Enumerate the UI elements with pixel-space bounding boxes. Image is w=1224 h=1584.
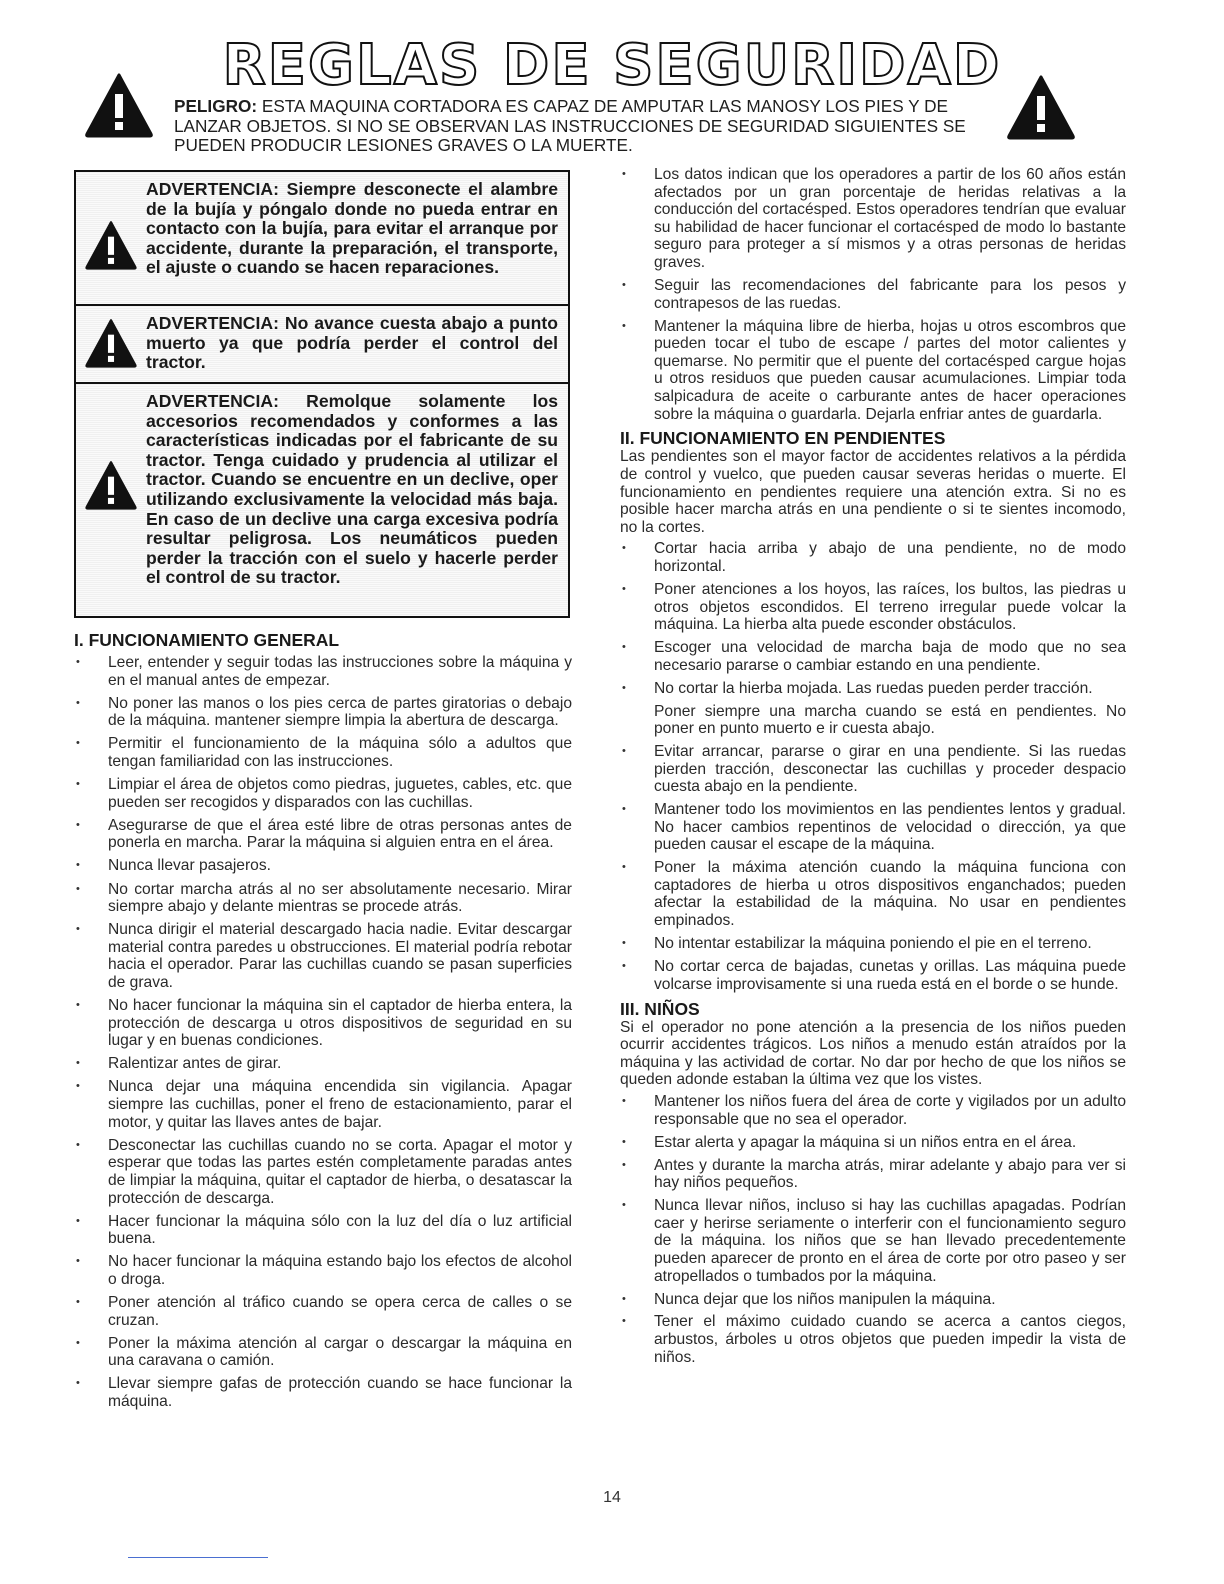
list-item: • Evitar arrancar, pararse o girar en una pendiente. Si las ruedas pierden tracción, desconectar las cuchillas y proceder despacio cuesta abajo en la pendiente. bbox=[620, 743, 1126, 796]
warning-section bbox=[76, 172, 568, 306]
warning-triangle-icon bbox=[1006, 74, 1076, 140]
list-item: • Poner atenciones a los hoyos, las raíces, los bultos, las piedras u otros objetos escondidos. El terreno irregular puede volcar la máquina. La hierba alta puede esconder obstáculos. bbox=[620, 581, 1126, 634]
section-intro: Si el operador no pone atención a la presencia de los niños pueden ocurrir accidentes trágicos. Los niños a menudo están atraídos por la máquina y las actividad de cortar. No dar por hecho de que los niños se queden adonde estaban la última vez que los vistes. bbox=[620, 1018, 1126, 1089]
list-item: • Nunca llevar pasajeros. bbox=[74, 857, 572, 875]
warning-section bbox=[76, 384, 568, 616]
list-item: • Seguir las recomendaciones del fabricante para los pesos y contrapesos de las ruedas. bbox=[620, 277, 1126, 312]
warning-triangle-icon bbox=[84, 318, 138, 368]
list-item: • Llevar siempre gafas de protección cuando se hace funcionar la máquina. bbox=[74, 1375, 572, 1410]
section-heading: III. NIÑOS bbox=[620, 998, 700, 1019]
list-item: • Leer, entender y seguir todas las instrucciones sobre la máquina y en el manual antes de empezar. bbox=[74, 654, 572, 689]
list-item: • Nunca dejar una máquina encendida sin vigilancia. Apagar siempre las cuchillas, poner el freno de estacionamiento, parar el motor, y quitar las llaves antes de bajar. bbox=[74, 1078, 572, 1131]
list-item: • No intentar estabilizar la máquina poniendo el pie en el terreno. bbox=[620, 935, 1126, 953]
page-title: REGLAS DE SEGURIDAD bbox=[222, 33, 1002, 98]
list-item: • No hacer funcionar la máquina sin el captador de hierba entera, la protección de descarga u otros dispositivos de seguridad en su lugar y en buenas condiciones. bbox=[74, 997, 572, 1050]
warning-triangle-icon bbox=[84, 220, 138, 270]
slopes-list bbox=[620, 540, 1126, 697]
left-column bbox=[74, 170, 572, 1416]
page-number: 14 bbox=[603, 1489, 621, 1506]
list-item: • Ralentizar antes de girar. bbox=[74, 1055, 572, 1073]
danger-notice bbox=[174, 97, 1004, 156]
list-item: • Estar alerta y apagar la máquina si un niños entra en el área. bbox=[620, 1134, 1126, 1152]
children-list bbox=[620, 1093, 1126, 1366]
warning-section bbox=[76, 306, 568, 384]
list-item: • Poner la máxima atención cuando la máquina funciona con captadores de hierba u otros dispositivos enganchados; pueden afectar la estabilidad de la máquina. No usar en pendientes empinados. bbox=[620, 859, 1126, 929]
list-item: • Nunca dejar que los niños manipulen la máquina. bbox=[620, 1291, 1126, 1309]
section-intro: Las pendientes son el mayor factor de accidentes relativos a la pérdida de control y vuelco, que pueden causar severas heridas o muerte. El funcionamiento en pendientes requiere una atención extra. Si no es posible hacer marcha atrás en una pendiente o si te sientes incomodo, no la cortes. bbox=[620, 448, 1126, 536]
section-heading: II. FUNCIONAMIENTO EN PENDIENTES bbox=[620, 428, 946, 449]
list-item: • Nunca llevar niños, incluso si hay las cuchillas apagadas. Podrían caer y herirse seriamente o interferir con el funcionamiento seguro de la máquina. los niños que se han llevado precedentemente pueden aparecer de pronto en el área de corte por otro paseo y ser atropellados o tumbados por la máquina. bbox=[620, 1197, 1126, 1285]
section-heading: I. FUNCIONAMIENTO GENERAL bbox=[74, 630, 340, 650]
warning-text: ADVERTENCIA: No avance cuesta abajo a punto muerto ya que podría perder el control del tractor. bbox=[146, 313, 558, 373]
list-item: • No cortar marcha atrás al no ser absolutamente necesario. Mirar siempre abajo y delante mientras se procede atrás. bbox=[74, 881, 572, 916]
list-item: • No poner las manos o los pies cerca de partes giratorias o debajo de la máquina. mantener siempre limpia la abertura de descarga. bbox=[74, 695, 572, 730]
danger-text: ESTA MAQUINA CORTADORA ES CAPAZ DE AMPUTAR LAS MANOSY LOS PIES Y DE LANZAR OBJETOS. SI NO SE OBSERVAN LAS INSTRUCCIONES DE SEGURIDAD SIGUIENTES SE PUEDEN PRODUCIR LESIONES GRAVES O LA MUERTE. bbox=[174, 96, 966, 155]
list-item: • Cortar hacia arriba y abajo de una pendiente, no de modo horizontal. bbox=[620, 540, 1126, 575]
list-item: • No cortar cerca de bajadas, cunetas y orillas. Las máquina puede volcarse improvisamente si una rueda está en el borde o se hunde. bbox=[620, 958, 1126, 993]
list-item: • Antes y durante la marcha atrás, mirar adelante y abajo para ver si hay niños pequeños. bbox=[620, 1157, 1126, 1192]
warning-triangle-icon bbox=[84, 460, 138, 510]
warning-triangle-icon bbox=[84, 72, 154, 138]
list-item: • Desconectar las cuchillas cuando no se corta. Apagar el motor y esperar que todas las partes estén completamente paradas antes de limpiar la máquina, quitar el captador de hierba, o desatascar la protección de descarga. bbox=[74, 1137, 572, 1207]
right-column bbox=[620, 166, 1126, 1372]
list-item: • No cortar la hierba mojada. Las ruedas pueden perder tracción. bbox=[620, 680, 1126, 698]
list-item: • Asegurarse de que el área esté libre de otras personas antes de ponerla en marcha. Parar la máquina si alguien entra en el área. bbox=[74, 817, 572, 852]
list-item: • Mantener la máquina libre de hierba, hojas u otros escombros que pueden tocar el tubo de escape / partes del motor calientes y quemarse. No permitir que el puente del cortacésped cargue hojas u otros residuos que pueden causar acumulaciones. Limpiar toda salpicadura de aceite o carburante antes de hacer operaciones sobre la máquina o guardarla. Dejarla enfriar antes de guardarla. bbox=[620, 318, 1126, 424]
list-item: • Mantener los niños fuera del área de corte y vigilados por un adulto responsable que no sea el operador. bbox=[620, 1093, 1126, 1128]
list-item: • Los datos indican que los operadores a partir de los 60 años están afectados por un gran porcentaje de heridas relativas a la conducción del cortacésped. Estos operadores tendrían que evaluar su habilidad de hacer funcionar el cortacésped de modo lo bastante seguro para proteger a sí mismos y a otras personas de heridas graves. bbox=[620, 166, 1126, 272]
list-item: • Nunca dirigir el material descargado hacia nadie. Evitar descargar material contra paredes u obstrucciones. El material podría rebotar hacia el operador. Parar las cuchillas cuando se pasan superficies de grava. bbox=[74, 921, 572, 991]
warning-text: ADVERTENCIA: Remolque solamente los accesorios recomendados y conformes a las características indicadas por el fabricante de su tractor. Tenga cuidado y prudencia al utilizar el tractor. Cuando se encuentre en un declive, oper utilizando exclusivamente la velocidad más baja. En caso de un declive una carga excesiva podría resultar peligrosa. Los neumáticos pueden perder la tracción con el suelo y hacerle perder el control de su tractor. bbox=[146, 391, 558, 588]
list-item: • Limpiar el área de objetos como piedras, juguetes, cables, etc. que pueden ser recogidos y disparados con las cuchillas. bbox=[74, 776, 572, 811]
list-item: • Tener el máximo cuidado cuando se acerca a cantos ciegos, arbustos, árboles u otros objetos que pueden impedir la vista de niños. bbox=[620, 1313, 1126, 1366]
footer-divider bbox=[128, 1557, 268, 1558]
general-operation-list-continued bbox=[620, 166, 1126, 423]
list-item: • Poner atención al tráfico cuando se opera cerca de calles o se cruzan. bbox=[74, 1294, 572, 1329]
list-item: • No hacer funcionar la máquina estando bajo los efectos de alcohol o droga. bbox=[74, 1253, 572, 1288]
slopes-list-continued bbox=[620, 743, 1126, 993]
warning-box bbox=[74, 170, 570, 618]
list-item: • Permitir el funcionamiento de la máquina sólo a adultos que tengan familiaridad con las instrucciones. bbox=[74, 735, 572, 770]
slopes-note: Poner siempre una marcha cuando se está en pendientes. No poner en punto muerto e ir cuesta abajo. bbox=[654, 702, 1126, 738]
list-item: • Hacer funcionar la máquina sólo con la luz del día o luz artificial buena. bbox=[74, 1213, 572, 1248]
list-item: • Mantener todo los movimientos en las pendientes lentos y gradual. No hacer cambios repentinos de velocidad o dirección, ya que pueden causar el escape de la máquina. bbox=[620, 801, 1126, 854]
list-item: • Poner la máxima atención al cargar o descargar la máquina en una caravana o camión. bbox=[74, 1335, 572, 1370]
general-operation-list bbox=[74, 654, 572, 1411]
warning-text: ADVERTENCIA: Siempre desconecte el alambre de la bujía y póngalo donde no pueda entrar en contacto con la bujía, para evitar el arranque por accidente, durante la preparación, el transporte, el ajuste o cuando se hacen reparaciones. bbox=[146, 179, 558, 278]
danger-label: PELIGRO: bbox=[174, 96, 258, 116]
list-item: • Escoger una velocidad de marcha baja de modo que no sea necesario pararse o cambiar estando en una pendiente. bbox=[620, 639, 1126, 674]
